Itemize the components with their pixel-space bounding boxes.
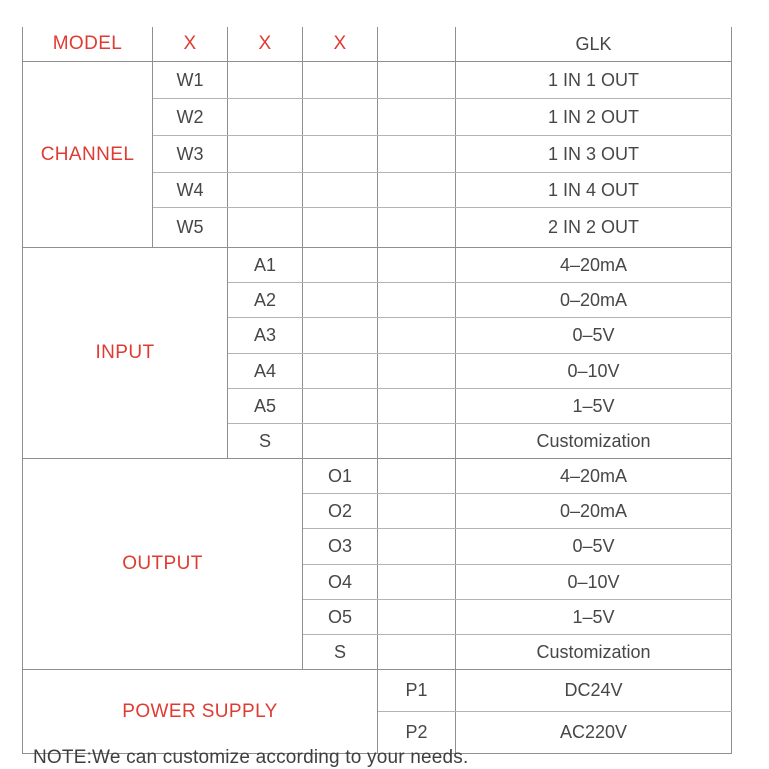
blank-cell <box>378 173 456 208</box>
blank-cell <box>303 136 378 173</box>
code-cell: W2 <box>153 99 228 136</box>
value-cell: 4–20mA <box>456 459 732 494</box>
blank-cell <box>378 600 456 635</box>
blank-cell <box>303 389 378 424</box>
code-cell: P2 <box>378 712 456 754</box>
value-cell: Customization <box>456 635 732 670</box>
value-cell: 0–20mA <box>456 494 732 529</box>
value-cell: 1–5V <box>456 389 732 424</box>
blank-cell <box>228 173 303 208</box>
output-section-label: OUTPUT <box>23 459 303 670</box>
code-cell: A1 <box>228 248 303 283</box>
blank-cell <box>378 99 456 136</box>
code-cell: O5 <box>303 600 378 635</box>
table-row <box>23 62 732 99</box>
value-cell: 0–20mA <box>456 283 732 318</box>
blank-cell <box>303 318 378 354</box>
code-cell: W3 <box>153 136 228 173</box>
blank-cell <box>303 248 378 283</box>
value-cell: 1–5V <box>456 600 732 635</box>
code-cell: O2 <box>303 494 378 529</box>
value-cell: 1 IN 3 OUT <box>456 136 732 173</box>
blank-cell <box>303 424 378 459</box>
value-cell: DC24V <box>456 670 732 712</box>
code-cell: W4 <box>153 173 228 208</box>
code-cell: A4 <box>228 354 303 389</box>
model-x1: X <box>153 27 228 62</box>
value-cell: 0–10V <box>456 565 732 600</box>
blank-cell <box>303 354 378 389</box>
blank-cell <box>378 283 456 318</box>
code-cell: P1 <box>378 670 456 712</box>
code-cell: A5 <box>228 389 303 424</box>
model-product-code: GLK <box>456 27 732 62</box>
value-cell: 2 IN 2 OUT <box>456 208 732 248</box>
blank-cell <box>228 136 303 173</box>
code-cell: S <box>228 424 303 459</box>
model-label: MODEL <box>23 27 153 62</box>
blank-cell <box>378 208 456 248</box>
blank-cell <box>378 529 456 565</box>
blank-cell <box>378 248 456 283</box>
code-cell: S <box>303 635 378 670</box>
value-cell: 1 IN 1 OUT <box>456 62 732 99</box>
blank-cell <box>303 99 378 136</box>
blank-cell <box>303 62 378 99</box>
code-cell: A2 <box>228 283 303 318</box>
model-blank-cell <box>378 27 456 62</box>
model-x2: X <box>228 27 303 62</box>
table-row-model <box>23 27 732 62</box>
customization-note: NOTE:We can customize according to your needs. <box>33 747 469 768</box>
blank-cell <box>378 136 456 173</box>
value-cell: 4–20mA <box>456 248 732 283</box>
code-cell: A3 <box>228 318 303 354</box>
blank-cell <box>228 99 303 136</box>
blank-cell <box>378 635 456 670</box>
value-cell: 0–10V <box>456 354 732 389</box>
blank-cell <box>378 459 456 494</box>
value-cell: 0–5V <box>456 529 732 565</box>
value-cell: 0–5V <box>456 318 732 354</box>
value-cell: 1 IN 2 OUT <box>456 99 732 136</box>
blank-cell <box>228 62 303 99</box>
blank-cell <box>378 318 456 354</box>
blank-cell <box>378 354 456 389</box>
value-cell: Customization <box>456 424 732 459</box>
table-row <box>23 248 732 283</box>
blank-cell <box>303 283 378 318</box>
blank-cell <box>378 62 456 99</box>
blank-cell <box>228 208 303 248</box>
ordering-code-table <box>22 27 732 754</box>
table-row <box>23 459 732 494</box>
table-row <box>23 670 732 712</box>
input-section-label: INPUT <box>23 248 228 459</box>
code-cell: O1 <box>303 459 378 494</box>
blank-cell <box>378 424 456 459</box>
code-cell: W1 <box>153 62 228 99</box>
code-cell: O3 <box>303 529 378 565</box>
blank-cell <box>303 208 378 248</box>
value-cell: 1 IN 4 OUT <box>456 173 732 208</box>
value-cell: AC220V <box>456 712 732 754</box>
power-supply-section-label: POWER SUPPLY <box>23 670 378 754</box>
blank-cell <box>378 494 456 529</box>
code-cell: W5 <box>153 208 228 248</box>
blank-cell <box>303 173 378 208</box>
channel-section-label: CHANNEL <box>23 62 153 248</box>
code-cell: O4 <box>303 565 378 600</box>
blank-cell <box>378 389 456 424</box>
model-x3: X <box>303 27 378 62</box>
blank-cell <box>378 565 456 600</box>
